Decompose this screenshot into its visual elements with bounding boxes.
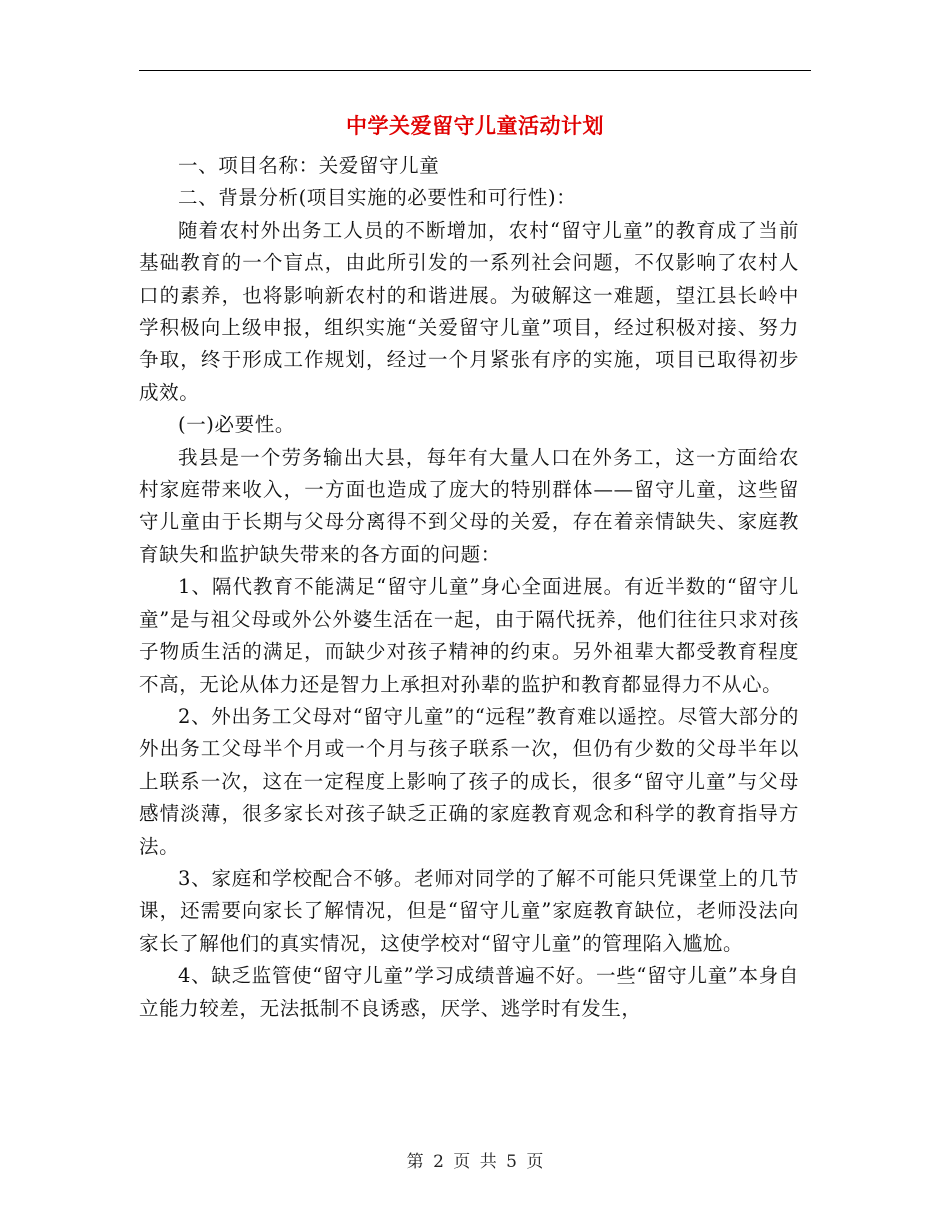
paragraph-necessity-intro: 我县是一个劳务输出大县，每年有大量人口在外务工，这一方面给农村家庭带来收入，一方面也造成了庞大的特别群体——留守儿童，这些留守儿童由于长期与父母分离得不到父母的关爱，存在着亲情缺失、家庭教育缺失和监护缺失带来的各方面的问题： [139,445,799,566]
document-body [139,150,799,1025]
page-footer: 第 2 页 共 5 页 [406,1152,544,1172]
paragraph-point-2: 2、外出务工父母对“留守儿童”的“远程”教育难以遥控。尽管大部分的外出务工父母半个月或一个月与孩子联系一次，但仍有少数的父母半年以上联系一次，这在一定程度上影响了孩子的成长，很多“留守儿童”与父母感情淡薄，很多家长对孩子缺乏正确的家庭教育观念和科学的教育指导方法。 [139,704,799,858]
paragraph-point-4: 4、缺乏监管使“留守儿童”学习成绩普遍不好。一些“留守儿童”本身自立能力较差，无法抵制不良诱惑，厌学、逃学时有发生， [139,964,799,1020]
paragraph-background-intro: 随着农村外出务工人员的不断增加，农村“留守儿童”的教育成了当前基础教育的一个盲点，由此所引发的一系列社会问题，不仅影响了农村人口的素养，也将影响新农村的和谐进展。为破解这一难题，望江县长岭中学积极向上级申报，组织实施“关爱留守儿童”项目，经过积极对接、努力争取，终于形成工作规划，经过一个月紧张有序的实施，项目已取得初步成效。 [139,218,799,404]
document-title: 中学关爱留守儿童活动计划 [346,113,604,138]
paragraph-background-heading: 二、背景分析(项目实施的必要性和可行性)： [178,186,577,210]
paragraph-necessity-heading: (一)必要性。 [178,413,295,437]
paragraph-point-1: 1、隔代教育不能满足“留守儿童”身心全面进展。有近半数的“留守儿童”是与祖父母或外公外婆生活在一起，由于隔代抚养，他们往往只求对孩子物质生活的满足，而缺少对孩子精神的约束。另外祖辈大都受教育程度不高，无论从体力还是智力上承担对孙辈的监护和教育都显得力不从心。 [139,575,799,696]
paragraph-point-3: 3、家庭和学校配合不够。老师对同学的了解不可能只凭课堂上的几节课，还需要向家长了解情况，但是“留守儿童”家庭教育缺位，老师没法向家长了解他们的真实情况，这使学校对“留守儿童”的管理陷入尴尬。 [139,866,799,955]
header-rule [139,70,811,71]
paragraph-project-name: 一、项目名称：关爱留守儿童 [178,154,440,177]
